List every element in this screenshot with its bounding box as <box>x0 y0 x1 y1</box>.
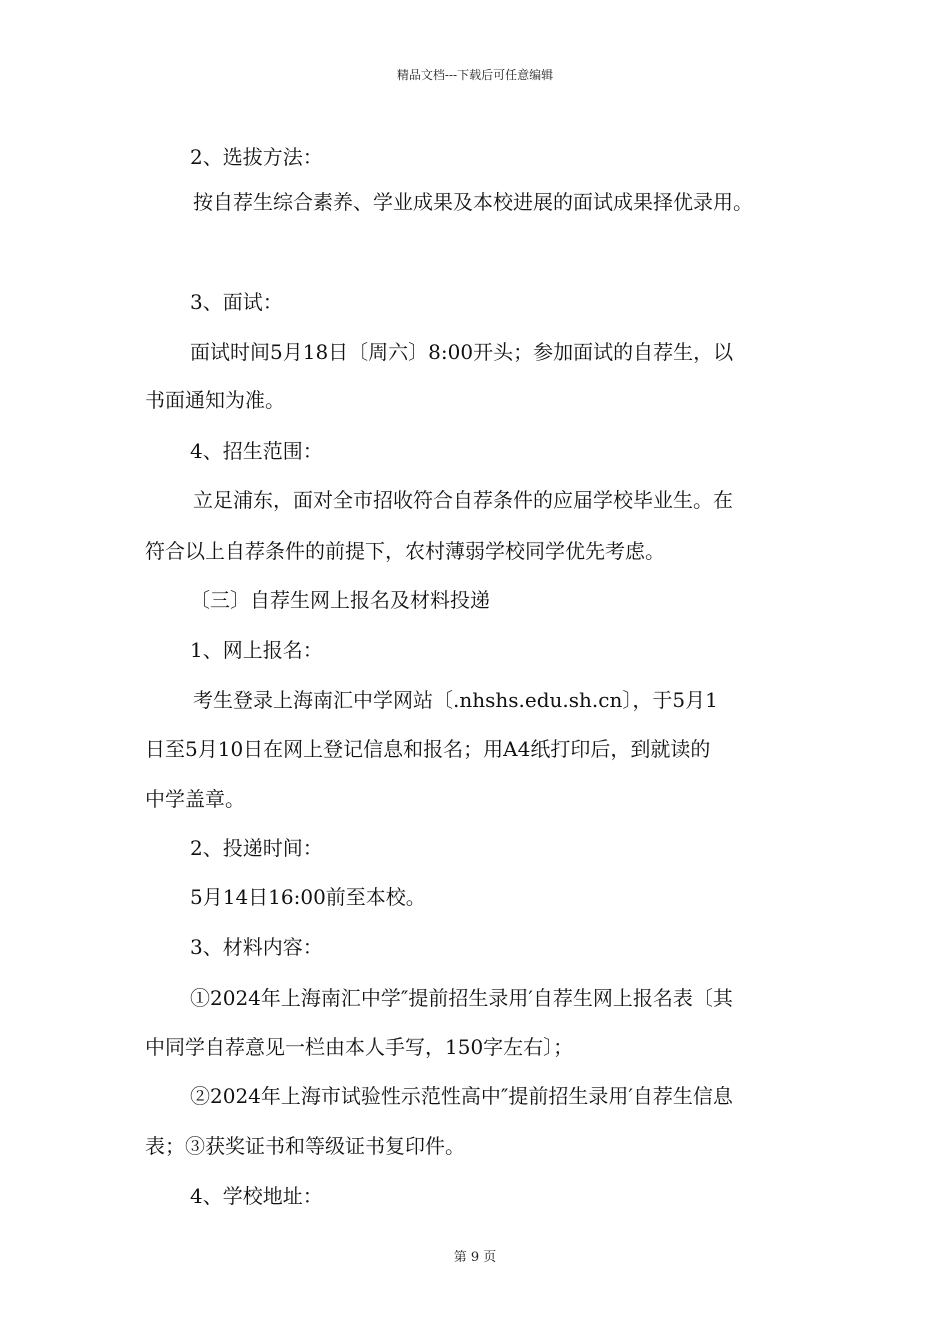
paragraph-line: 按自荐生综合素养、学业成果及本校进展的面试成果择优录用。 <box>193 190 753 214</box>
paragraph-line: 符合以上自荐条件的前提下，农村薄弱学校同学优先考虑。 <box>145 539 665 563</box>
paragraph-line: 1、网上报名： <box>190 638 323 662</box>
paragraph-line: 日至5月10日在网上登记信息和报名；用A4纸打印后，到就读的 <box>145 737 711 761</box>
paragraph-line: 书面通知为准。 <box>145 388 285 412</box>
paragraph-line: 2、选拔方法： <box>190 145 323 169</box>
paragraph-line: 考生登录上海南汇中学网站〔.nhshs.edu.sh.cn〕，于5月1 <box>193 688 718 712</box>
paragraph-line: 中同学自荐意见一栏由本人手写，150字左右〕； <box>145 1035 574 1059</box>
paragraph-line: 3、面试： <box>190 290 283 314</box>
paragraph-line: 2、投递时间： <box>190 836 323 860</box>
paragraph-line: 4、学校地址： <box>190 1184 323 1208</box>
paragraph-line: 中学盖章。 <box>145 787 245 811</box>
page-footer: 第 9 页 <box>453 1250 497 1265</box>
page-header: 精品文档---下载后可任意编辑 <box>396 68 554 82</box>
paragraph-line: 面试时间5月18日〔周六〕8:00开头；参加面试的自荐生，以 <box>190 340 734 364</box>
paragraph-line: 3、材料内容： <box>190 935 323 959</box>
paragraph-line: ②2024年上海市试验性示范性高中″提前招生录用′自荐生信息 <box>190 1084 733 1108</box>
paragraph-line: 5月14日16:00前至本校。 <box>190 885 426 909</box>
paragraph-line: 〔三〕自荐生网上报名及材料投递 <box>190 588 490 612</box>
paragraph-line: ①2024年上海南汇中学″提前招生录用′自荐生网上报名表〔其 <box>190 986 733 1010</box>
paragraph-line: 表；③获奖证书和等级证书复印件。 <box>145 1134 465 1158</box>
paragraph-line: 4、招生范围： <box>190 439 323 463</box>
paragraph-line: 立足浦东，面对全市招收符合自荐条件的应届学校毕业生。在 <box>193 488 733 512</box>
